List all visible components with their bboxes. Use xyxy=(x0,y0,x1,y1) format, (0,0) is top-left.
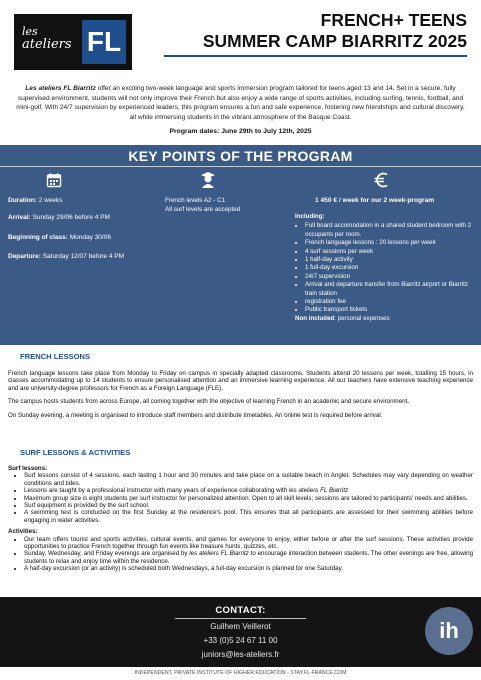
title-line-1: FRENCH+ TEENS xyxy=(320,10,467,30)
list-item: • Full board accomodation in a shared student bedroom with 2 occupants per room. xyxy=(305,222,480,239)
list-item: • French language lessons : 20 lessons per week xyxy=(305,239,480,247)
surf-lessons-label: Surf lessons: xyxy=(8,465,48,472)
class-begin-value: Monday 30/06 xyxy=(69,234,111,241)
program-dates: Program dates: June 29th to July 12th, 2025 xyxy=(169,128,312,135)
including-label: Including: xyxy=(295,213,325,220)
departure-label: Departure: xyxy=(8,253,41,260)
contact-divider xyxy=(175,618,306,619)
french-paragraph-2: The campus hosts students from across Europe, all coming together with the objective of learning French in an academic and secure environment. xyxy=(8,398,410,406)
list-item: • A half-day excursion (or an activity) is scheduled both Wednesdays, a full-day excursion is planned for one Saturday. xyxy=(24,565,473,572)
not-included-label: Non included xyxy=(295,314,335,322)
not-included-value: : personal expenses xyxy=(334,314,390,322)
page-header xyxy=(0,0,481,80)
graduation-cap-icon xyxy=(196,169,220,191)
brand-name: les ateliers FL Biarritz xyxy=(288,487,349,495)
class-begin-row xyxy=(8,234,111,241)
list-item: • 24/7 supervision xyxy=(305,273,480,281)
title-underline xyxy=(164,55,467,57)
intro-text: offer an exciting two-week language and sports immersion program tailored for teens aged 13 and 14. Set in a secure, fully supervised environment, students will not only improve their French but also enjoy a wide range of sports activities, including surfing, tennis, football, and mini-golf. With 24/7 supervision by experienced leaders, this program ensures a fun and safe experience, fostering new friendships and cultural discovery, all while immersing students in the vibrant atmosphere of the Basque Coast. xyxy=(16,85,465,121)
list-item-text: Lessons are taught by a professional instructor with many years of experience collaborating with xyxy=(24,487,289,495)
french-lessons-heading: FRENCH LESSONS xyxy=(20,352,91,361)
activities-label: Activities: xyxy=(8,528,38,536)
french-paragraph-3: On Sunday evening, a meeting is organised to introduce staff members and distribute timetables. An online test is required before arrival. xyxy=(8,411,383,419)
logo-les-text: les xyxy=(22,25,38,38)
french-lessons-body xyxy=(8,370,473,419)
contact-heading: CONTACT: xyxy=(215,605,266,616)
intro-paragraph xyxy=(14,84,467,122)
list-item: • 4 surf sessions per week xyxy=(305,248,480,256)
arrival-row xyxy=(8,214,110,221)
list-item: • 1 full-day excursion xyxy=(305,264,480,272)
duration-value: 2 weeks xyxy=(38,197,63,204)
intro-brand: Les ateliers FL Biarritz xyxy=(25,85,96,92)
list-item: • 1 half-day activity xyxy=(305,256,480,264)
french-paragraph-1: French language lessons take place from Monday to Friday on campus in specially adapted classrooms. Students attend 20 lessons per week, totalling 15 hours, in classes accommodating up to 14 students to ensure personalised attention and an immersive learning experience. All our teachers have extensive teaching experience and are university-degree professors for French as a Foreign Language (FLE). xyxy=(8,370,473,392)
list-item: • Maximum group size is eight students per surf instructor for personalized attention. Open to all skill levels; sessions are tailored to participants' needs and abilities. xyxy=(24,495,473,502)
list-item: • Surf lessons consist of 4 sessions, each lasting 1 hour and 30 minutes and take place on a suitable beach in Anglet. Schedules may vary depending on weather conditions and tides. xyxy=(24,472,473,487)
calendar-icon xyxy=(42,169,66,191)
les-ateliers-fl-logo xyxy=(14,14,132,70)
contact-phone[interactable]: +33 (0)5 24 67 11 00 xyxy=(203,636,278,645)
logo-fl-badge: FL xyxy=(82,20,126,64)
departure-row xyxy=(8,253,124,260)
list-item xyxy=(24,550,473,565)
duration-label: Duration: xyxy=(8,197,37,204)
logo-ateliers-text: ateliers xyxy=(22,37,72,52)
list-item xyxy=(24,487,473,494)
surf-activities-body xyxy=(8,465,473,573)
french-levels: French levels A2 - C1 xyxy=(165,197,226,204)
surf-activities-heading: SURF LESSONS & ACTIVITIES xyxy=(20,448,131,457)
euro-icon xyxy=(370,169,394,191)
list-item: • Arrival and departure transfer from Biarritz airport or Biarritz train station xyxy=(305,281,480,298)
list-item: • Surf equipment is provided by the surf school. xyxy=(24,502,473,509)
list-item-text: Sunday, Wednesday, and Friday evenings are organised by xyxy=(24,550,190,558)
title-line-2: SUMMER CAMP BIARRITZ 2025 xyxy=(202,31,467,51)
arrival-value: Sunday 29/06 before 4 PM xyxy=(32,214,110,221)
ih-badge-icon: ih xyxy=(425,607,473,655)
contact-name: Guilhem Veillerot xyxy=(210,622,271,631)
brand-name: les ateliers FL Biarritz xyxy=(189,550,249,558)
key-points-divider xyxy=(0,166,481,167)
not-included-row xyxy=(295,315,480,323)
contact-email[interactable]: juniors@les-ateliers.fr xyxy=(201,650,280,659)
key-points-title: KEY POINTS OF THE PROGRAM xyxy=(128,148,353,164)
duration-row xyxy=(8,197,63,204)
included-list xyxy=(295,213,480,323)
levels-column xyxy=(165,196,240,214)
arrival-label: Arrival: xyxy=(8,214,31,221)
surf-levels: All surf levels are accepted xyxy=(165,206,241,213)
list-item: • Public transport tickets xyxy=(305,306,480,314)
departure-value: Saturday 12/07 before 4 PM xyxy=(42,253,124,260)
class-begin-label: Beginning of class: xyxy=(8,234,68,241)
contact-panel xyxy=(0,597,481,667)
list-item: • Our team offers tourist and sports activities, cultural events, and games for everyone to enjoy, either before or after the surf sessions. These activities provide opportunities to practice French together through fun events like treasure hunts, quizzes, etc. xyxy=(24,536,473,551)
list-item: • A swimming test is conducted on the first Sunday at the residence's pool. This ensures that all participants are assessed for their swimming abilities before engaging in water activities. xyxy=(24,509,473,524)
footer-text: INDEPENDENT, PRIVATE INSTITUTE OF HIGHER EDUCATION - STAY.FL-FRANCE.COM xyxy=(134,670,347,676)
list-item: • registration fee xyxy=(305,298,480,306)
list-item-tail: to encourage interaction between students. The other evenings are free, allowing students to relax and enjoy time within the residence. xyxy=(24,550,474,565)
page-title xyxy=(203,10,467,52)
price-text: 1 450 € / week for our 2 week-program xyxy=(315,197,435,204)
